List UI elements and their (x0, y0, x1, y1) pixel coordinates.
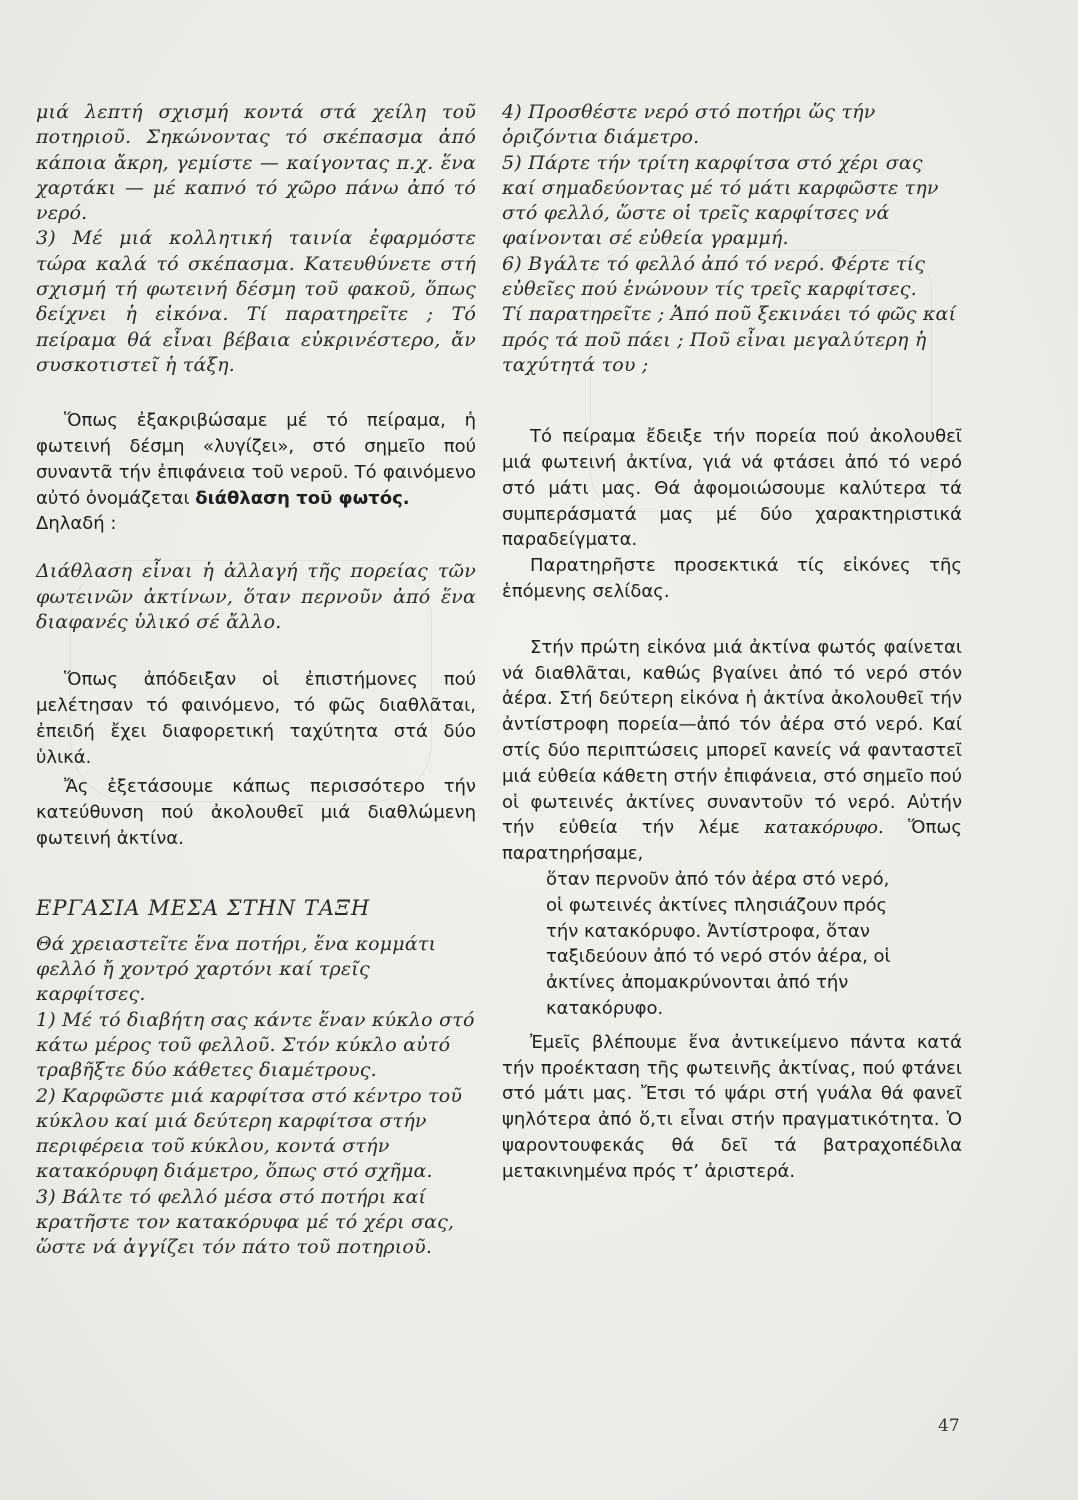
conclusion-block (502, 867, 962, 1022)
conclusion-line: ὅταν περνοῦν ἀπό τόν ἀέρα στό νερό, (546, 869, 890, 891)
paragraph-refraction (36, 408, 476, 537)
step-5: 5) Πάρτε τήν τρίτη καρφίτσα στό χέρι σας καί σημαδεύοντας μέ τό μάτι καρφῶστε την στό φελλό, ὥστε οἱ τρεῖς καρφίτσες νά φαίνονται σέ εὐθεία γραμμή. (502, 151, 939, 250)
step-6: 6) Βγάλτε τό φελλό ἀπό τό νερό. Φέρτε τίς εὐθεῖες πού ἑνώνουν τίς τρεῖς καρφίτσες. (502, 252, 926, 301)
paragraph-first-image (502, 635, 962, 867)
refraction-definition: Διάθλαση εἶναι ἡ ἀλλαγή τῆς πορείας τῶν φωτεινῶν ἀκτίνων, ὅταν περνοῦν ἀπό ἕνα διαφανές ὑλικό σέ ἄλλο. (36, 560, 476, 633)
paragraph-observe-images: Παρατηρῆστε προσεκτικά τίς εἰκόνες τῆς ἑπόμενης σελίδας. (502, 555, 962, 603)
conclusion-line: ἀκτίνες ἀπομακρύνονται ἀπό τήν (546, 972, 849, 994)
questions: Τί παρατηρεῖτε ; Ἀπό ποῦ ξεκινάει τό φῶς καί πρός τά ποῦ πάει ; Ποῦ εἶναι μεγαλύτερη ἡ ταχύτητά του ; (502, 303, 957, 376)
perpendicular-term: κατακόρυφο. (764, 817, 884, 839)
paragraph-direction: Ἄς ἐξετάσουμε κάπως περισσότερο τήν κατεύθυνση πού ἀκολουθεῖ μιά διαθλώμενη φωτεινή ἀκτίνα. (36, 776, 476, 849)
conclusion-line: οἱ φωτεινές ἀκτίνες πλησιάζουν πρός (546, 894, 888, 916)
conclusion-line: τήν κατακόρυφο. Ἀντίστροφα, ὅταν (546, 920, 870, 942)
page-number: 47 (938, 1416, 960, 1436)
section-heading: ΕΡΓΑΣΙΑ ΜΕΣΑ ΣΤΗΝ ΤΑΞΗ (36, 895, 371, 920)
refraction-namely: Δηλαδή : (36, 513, 117, 535)
refraction-text: Ὅπως ἐξακριβώσαμε μέ τό πείραμα, ἡ φωτεινή δέσμη «λυγίζει», στό σημεῖο πού συναντᾶ τήν ἐπιφάνεια τοῦ νεροῦ. Τό φαινόμενο αὐτό ὀνομάζεται (36, 410, 476, 509)
first-image-text-end: Ὅπως παρατηρήσαμε, (502, 817, 962, 865)
left-column (36, 100, 476, 1261)
paragraph-step-3: 3) Μέ μιά κολλητική ταινία ἐφαρμόστε τώρα καλά τό σκέπασμα. Κατευθύνετε στή σχισμή τή φωτεινή δέσμη τοῦ φακοῦ, ὅπως δείχνει ἡ εἰκόνα. Τί παρατηρεῖτε ; Τό πείραμα θά εἶναι βέβαια εὐκρινέστερο, ἄν συσκοτιστεῖ ἡ τάξη. (36, 227, 476, 376)
conclusion-line: ταξιδεύουν ἀπό τό νερό στόν ἀέρα, οἱ (546, 946, 891, 968)
materials-list: Θά χρειαστεῖτε ἕνα ποτήρι, ἕνα κομμάτι φελλό ἤ χοντρό χαρτόνι καί τρεῖς καρφίτσες. (36, 932, 437, 1006)
paragraph-apparent-position: Ἐμεῖς βλέπουμε ἕνα ἀντικείμενο πάντα κατά τήν προέκταση τῆς φωτεινῆς ἀκτίνας, πού φτάνει στό μάτι μας. Ἔτσι τό ψάρι στή γυάλα θά φανεῖ ψηλότερα ἀπό ὅ,τι εἶναι στήν πραγματικότητα. Ὁ ψαροντουφεκάς θά δεῖ τά βατραχοπέδιλα μετακινημένα πρός τ’ ἀριστερά. (502, 1031, 962, 1182)
paragraph-experiment-result: Τό πείραμα ἔδειξε τήν πορεία πού ἀκολουθεῖ μιά φωτεινή ἀκτίνα, γιά νά φτάσει ἀπό τό νερό στό μάτι μας. Θά ἀφομοιώσουμε καλύτερα τά συμπεράσματά μας μέ δύο χαρακτηριστικά παραδείγματα. (502, 426, 962, 551)
step-2: 2) Καρφῶστε μιά καρφίτσα στό κέντρο τοῦ κύκλου καί μιά δεύτερη καρφίτσα στήν περιφέρεια τοῦ κύκλου, κοντά στήν κατακόρυφη διάμετρο, ὅπως στό σχῆμα. (36, 1084, 463, 1183)
paragraph-smoke: μιά λεπτή σχισμή κοντά στά χείλη τοῦ ποτηριοῦ. Σηκώνοντας τό σκέπασμα ἀπό κάποια ἄκρη, γεμίστε — καίγοντας π.χ. ἕνα χαρτάκι — μέ καπνό τό χῶρο πάνω ἀπό τό νερό. (36, 101, 476, 225)
step-1: 1) Μέ τό διαβήτη σας κάντε ἕναν κύκλο στό κάτω μέρος τοῦ φελλοῦ. Στόν κύκλο αὐτό τραβῆξτε δύο κάθετες διαμέτρους. (36, 1008, 475, 1082)
right-column (502, 100, 962, 1185)
conclusion-line: κατακόρυφο. (546, 998, 664, 1019)
refraction-term: διάθλαση τοῦ φωτός. (195, 487, 410, 509)
first-image-text: Στήν πρώτη εἰκόνα μιά ἀκτίνα φωτός φαίνεται νά διαθλᾶται, καθώς βγαίνει ἀπό τό νερό στόν ἀέρα. Στή δεύτερη εἰκόνα ἡ ἀκτίνα ἀκολουθεῖ τήν ἀντίστροφη πορεία—ἀπό τόν ἀέρα στό νερό. Καί στίς δύο περιπτώσεις μπορεῖ κανείς νά φανταστεῖ μιά εὐθεία κάθετη στήν ἐπιφάνεια, στό σημεῖο πού οἱ φωτεινές ἀκτίνες συναντοῦν τό νερό. Αὐτήν τήν εὐθεία τήν λέμε (502, 636, 962, 839)
step-3: 3) Βάλτε τό φελλό μέσα στό ποτήρι καί κρατῆστε τον κατακόρυφα μέ τό χέρι σας, ὥστε νά ἀγγίζει τόν πάτο τοῦ ποτηριοῦ. (36, 1185, 455, 1259)
paragraph-speed: Ὅπως ἀπόδειξαν οἱ ἐπιστήμονες πού μελέτησαν τό φαινόμενο, τό φῶς διαθλᾶται, ἐπειδή ἔχει διαφορετική ταχύτητα στά δύο ὑλικά. (36, 669, 476, 768)
step-4: 4) Προσθέστε νερό στό ποτήρι ὥς τήν ὁριζόντια διάμετρο. (502, 101, 876, 149)
